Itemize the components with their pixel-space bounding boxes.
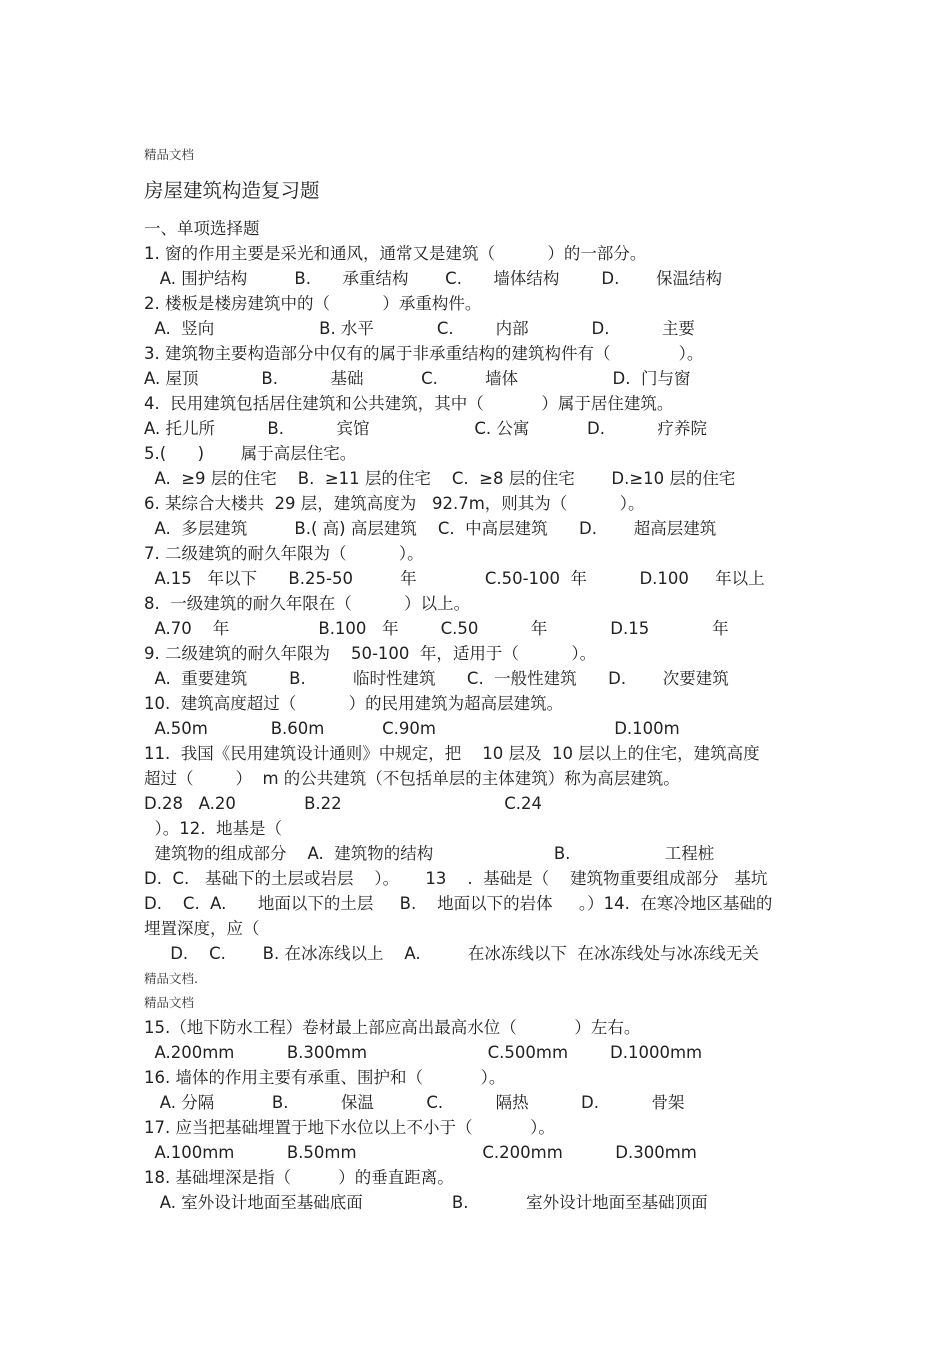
question-line: 1. 窗的作用主要是采光和通风，通常又是建筑（ ）的一部分。	[144, 244, 647, 263]
mixed-line: D. C. 基础下的土层或岩层 ）。 13 . 基础是（ 建筑物重要组成部分 基坑	[144, 869, 768, 888]
mixed-line: D. C. A. 地面以下的土层 B. 地面以下的岩体 。）14. 在寒冷地区基础的	[144, 894, 773, 913]
options-line: D.28 A.20 B.22 C.24	[144, 794, 543, 813]
options-line: A. 多层建筑 B.( 高) 高层建筑 C. 中高层建筑 D. 超高层建筑	[144, 519, 717, 538]
question-line: 6. 某综合大楼共 29 层，建筑高度为 92.7m，则其为（ ）。	[144, 494, 645, 513]
question-line: 18. 基础埋深是指（ ）的垂直距离。	[144, 1168, 454, 1187]
options-line: D. C. B. 在冰冻线以上 A. 在冰冻线以下 在冰冻线处与冰冻线无关	[144, 944, 759, 963]
question-line: 2. 楼板是楼房建筑中的（ ）承重构件。	[144, 294, 482, 313]
question-line: 超过（ ） m 的公共建筑（不包括单层的主体建筑）称为高层建筑。	[144, 769, 680, 788]
document-title: 房屋建筑构造复习题	[144, 179, 320, 202]
question-line: 15.（地下防水工程）卷材最上部应高出最高水位（ ）左右。	[144, 1018, 641, 1037]
question-line: 17. 应当把基础埋置于地下水位以上不小于（ ）。	[144, 1118, 555, 1137]
options-line: A.70 年 B.100 年 C.50 年 D.15 年	[144, 619, 729, 638]
question-line: 埋置深度，应（	[144, 919, 260, 938]
page-header-label: 精品文档	[144, 147, 195, 162]
question-line: 8. 一级建筑的耐久年限在（ ）以上。	[144, 594, 471, 613]
question-line: 9. 二级建筑的耐久年限为 50-100 年，适用于（ ）。	[144, 644, 597, 663]
options-line: 建筑物的组成部分 A. 建筑物的结构 B. 工程桩	[144, 844, 715, 863]
page-footer-label: 精品文档.	[144, 971, 198, 986]
question-line: 10. 建筑高度超过（ ）的民用建筑为超高层建筑。	[144, 694, 564, 713]
options-line: A.15 年以下 B.25-50 年 C.50-100 年 D.100 年以上	[144, 569, 765, 588]
options-line: A. ≥9 层的住宅 B. ≥11 层的住宅 C. ≥8 层的住宅 D.≥10 层的住宅	[144, 469, 736, 488]
page-header-label: 精品文档	[144, 995, 195, 1010]
question-line: 16. 墙体的作用主要有承重、围护和（ ）。	[144, 1068, 506, 1087]
options-line: A. 重要建筑 B. 临时性建筑 C. 一般性建筑 D. 次要建筑	[144, 669, 729, 688]
section-heading: 一、单项选择题	[144, 219, 260, 238]
options-line: A. 托儿所 B. 宾馆 C. 公寓 D. 疗养院	[144, 419, 707, 438]
question-line: 7. 二级建筑的耐久年限为（ ）。	[144, 544, 424, 563]
question-line: ）。12. 地基是（	[144, 819, 282, 838]
options-line: A.50m B.60m C.90m D.100m	[144, 719, 680, 738]
options-line: A. 分隔 B. 保温 C. 隔热 D. 骨架	[144, 1093, 685, 1112]
question-line: 3. 建筑物主要构造部分中仅有的属于非承重结构的建筑构件有（ ）。	[144, 344, 704, 363]
question-line: 5.( ) 属于高层住宅。	[144, 444, 357, 463]
options-line: A.200mm B.300mm C.500mm D.1000mm	[144, 1043, 703, 1062]
options-line: A. 竖向 B. 水平 C. 内部 D. 主要	[144, 319, 695, 338]
question-line: 11. 我国《民用建筑设计通则》中规定，把 10 层及 10 层以上的住宅，建筑高度	[144, 744, 760, 763]
options-line: A. 室外设计地面至基础底面 B. 室外设计地面至基础顶面	[144, 1193, 708, 1212]
options-line: A. 屋顶 B. 基础 C. 墙体 D. 门与窗	[144, 369, 691, 388]
options-line: A. 围护结构 B. 承重结构 C. 墙体结构 D. 保温结构	[144, 269, 723, 288]
question-line: 4. 民用建筑包括居住建筑和公共建筑，其中（ ）属于居住建筑。	[144, 394, 674, 413]
options-line: A.100mm B.50mm C.200mm D.300mm	[144, 1143, 697, 1162]
